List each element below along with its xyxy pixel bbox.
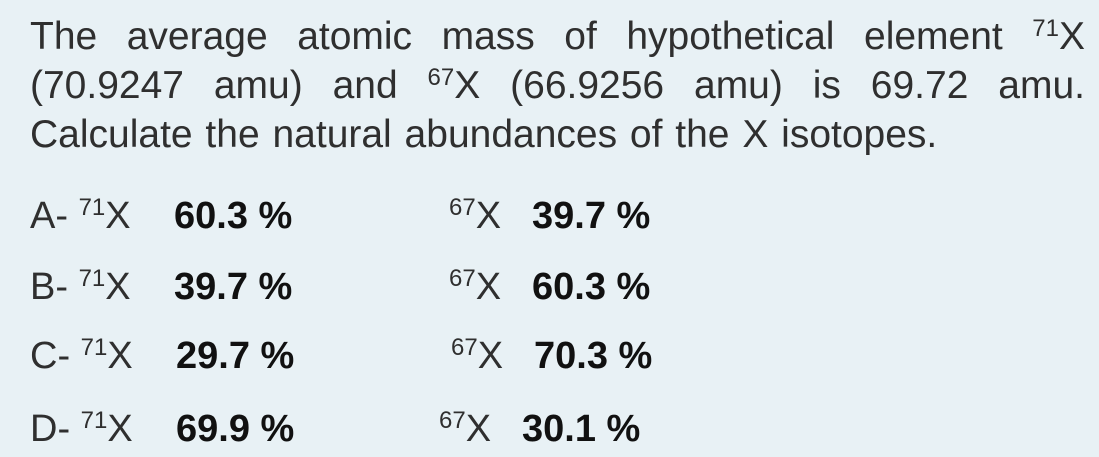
- option-letter: B-: [30, 266, 68, 308]
- option-isotope-2-symbol: X: [477, 335, 504, 377]
- option-isotope-1-symbol: X: [107, 335, 133, 377]
- option-isotope-2-mass: 67: [451, 334, 478, 361]
- option-isotope-1-mass: 71: [80, 407, 108, 434]
- option-letter: A-: [30, 195, 68, 237]
- option-value-1: 39.7 %: [174, 266, 293, 308]
- option-isotope-2-mass: 67: [439, 407, 466, 434]
- option-b[interactable]: [30, 262, 651, 312]
- option-value-1: 29.7 %: [176, 335, 295, 377]
- isotope-a-symbol: X: [1058, 15, 1085, 58]
- option-isotope-2-symbol: X: [465, 408, 492, 450]
- question-part-2: (70.9247 amu) and: [30, 64, 428, 107]
- option-isotope-2-symbol: X: [475, 266, 502, 308]
- option-letter: D-: [30, 408, 71, 450]
- option-value-2: 70.3 %: [534, 335, 653, 377]
- option-value-2: 30.1 %: [522, 408, 641, 450]
- option-isotope-1-mass: 71: [80, 334, 108, 361]
- option-value-1: 60.3 %: [174, 195, 293, 237]
- isotope-a-mass-number: 71: [1032, 15, 1059, 42]
- option-isotope-1-mass: 71: [78, 265, 106, 292]
- isotope-b-mass-number: 67: [427, 64, 455, 91]
- option-c[interactable]: [30, 331, 653, 381]
- option-isotope-2-mass: 67: [449, 265, 476, 292]
- question-part-3: (66.9256 amu) is 69.72 amu. Calculate the natural abundances of the X isotopes.: [30, 64, 1085, 156]
- option-isotope-1-mass: 71: [78, 194, 106, 221]
- option-value-2: 60.3 %: [532, 266, 651, 308]
- option-a[interactable]: [30, 191, 651, 241]
- option-value-1: 69.9 %: [176, 408, 295, 450]
- option-isotope-1-symbol: X: [105, 266, 131, 308]
- option-value-2: 39.7 %: [532, 195, 651, 237]
- option-d[interactable]: [30, 404, 641, 454]
- option-isotope-1-symbol: X: [107, 408, 133, 450]
- option-letter: C-: [30, 335, 71, 377]
- option-isotope-2-mass: 67: [449, 194, 476, 221]
- question-part-1: The average atomic mass of hypothetical element: [30, 15, 1033, 58]
- option-isotope-1-symbol: X: [105, 195, 131, 237]
- isotope-b-symbol: X: [454, 64, 481, 107]
- question-text: [30, 12, 1085, 159]
- option-isotope-2-symbol: X: [475, 195, 502, 237]
